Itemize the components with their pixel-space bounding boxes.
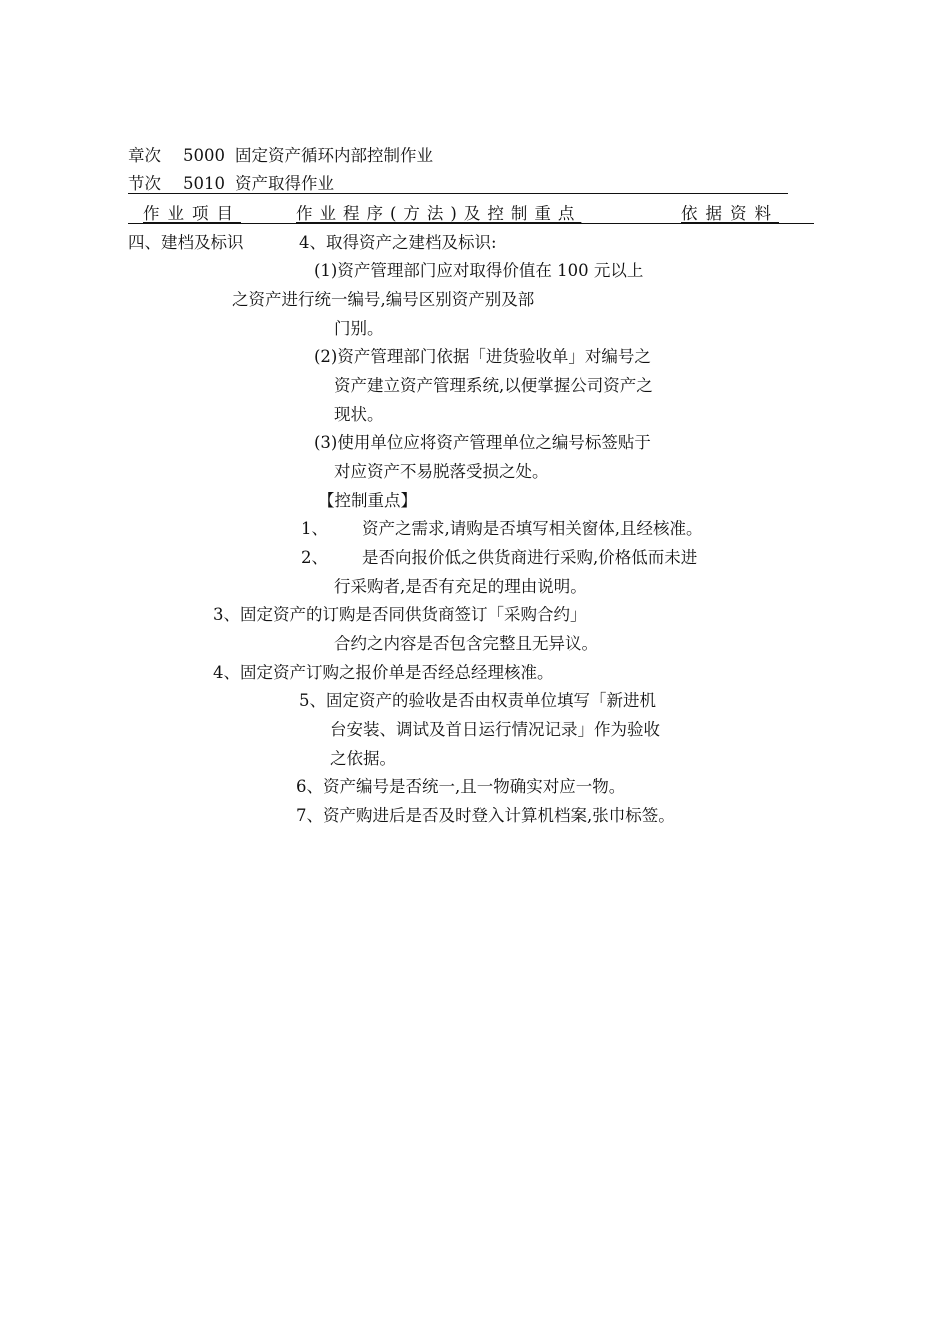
section-label: 节次 <box>128 174 161 193</box>
chapter-code: 5000 <box>183 146 225 165</box>
control-point-line: 之依据。 <box>330 749 396 768</box>
section-underline <box>128 193 788 194</box>
chapter-label: 章次 <box>128 146 161 165</box>
control-point-line: 6、资产编号是否统一,且一物确实对应一物。 <box>296 777 626 796</box>
procedure-line: 现状。 <box>334 405 384 424</box>
procedure-line: 门别。 <box>334 319 384 338</box>
control-point-line: 资产之需求,请购是否填写相关窗体,且经核准。 <box>362 519 703 538</box>
control-point-line: 3、固定资产的订购是否同供货商签订「采购合约」 <box>213 605 587 624</box>
control-point-line: 是否向报价低之供货商进行采购,价格低而未进 <box>362 548 698 567</box>
control-point-line: 4、固定资产订购之报价单是否经总经理核准。 <box>213 663 554 682</box>
procedure-line: 对应资产不易脱落受损之处。 <box>334 462 549 481</box>
control-point-line: 5、固定资产的验收是否由权责单位填写「新进机 <box>299 691 656 710</box>
control-point-line: 台安装、调试及首日运行情况记录」作为验收 <box>330 720 660 739</box>
control-points-heading: 【控制重点】 <box>318 491 417 510</box>
procedure-line: (2)资产管理部门依据「进货验收单」对编号之 <box>314 347 651 366</box>
control-point-number: 2、 <box>301 548 328 567</box>
column-header-basis: 依据资料 <box>681 204 779 223</box>
section-title: 资产取得作业 <box>235 174 334 193</box>
control-point-line: 7、资产购进后是否及时登入计算机档案,张巾标签。 <box>296 806 675 825</box>
chapter-row <box>128 145 433 167</box>
section-row <box>128 173 334 195</box>
item-title: 四、建档及标识 <box>128 233 244 252</box>
control-point-line: 合约之内容是否包含完整且无异议。 <box>334 634 598 653</box>
procedure-line: 资产建立资产管理系统,以便掌握公司资产之 <box>334 376 653 395</box>
procedure-line: 4、取得资产之建档及标识: <box>299 233 497 252</box>
control-point-number: 1、 <box>301 519 328 538</box>
section-code: 5010 <box>183 174 225 193</box>
chapter-title: 固定资产循环内部控制作业 <box>235 146 433 165</box>
column-header-procedure: 作业程序(方法)及控制重点 <box>296 204 582 223</box>
procedure-line: (1)资产管理部门应对取得价值在 100 元以上 <box>314 261 644 280</box>
column-header-item: 作业项目 <box>143 204 241 223</box>
column-header-underline <box>128 223 814 224</box>
control-point-line: 行采购者,是否有充足的理由说明。 <box>334 577 587 596</box>
procedure-line: (3)使用单位应将资产管理单位之编号标签贴于 <box>314 433 651 452</box>
procedure-line: 之资产进行统一编号,编号区别资产别及部 <box>232 290 535 309</box>
